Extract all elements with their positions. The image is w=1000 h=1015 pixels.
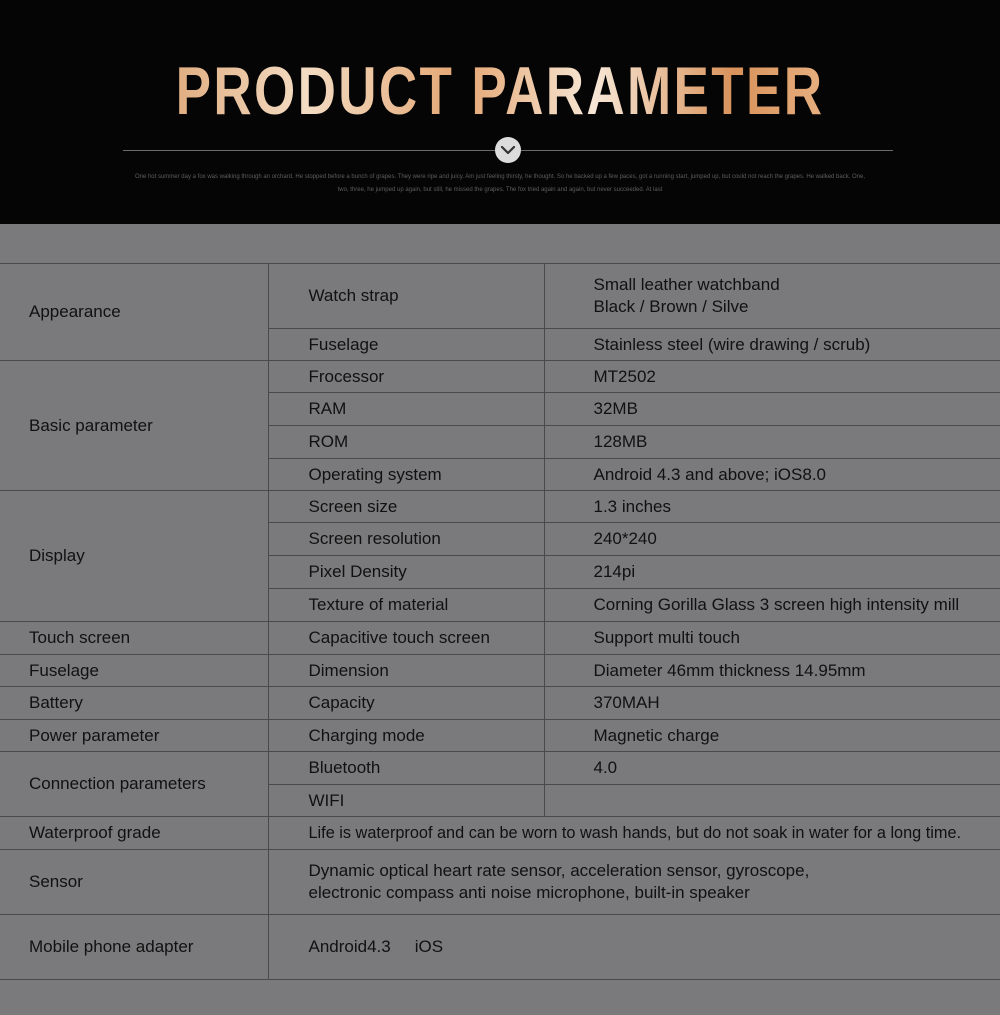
- param-value: Support multi touch: [544, 622, 1000, 655]
- param-value: 4.0: [544, 752, 1000, 785]
- param-name: Operating system: [268, 459, 544, 491]
- param-value: Stainless steel (wire drawing / scrub): [544, 329, 1000, 361]
- header-lore-text: One hot summer day a fox was walking through an orchard. He stopped before a bunch of grapes. They were ripe and juicy. Am just feeling thirsty, he thought. So he backed up a few paces, got a running start, jumped up, but could not reach the grapes. He walked back. One, two, three, he jumped up again, but still, he missed the grapes. The fox tried again and again, but never succeeded. At last: [134, 174, 866, 193]
- param-value-line: Dynamic optical heart rate sensor, acceleration sensor, gyroscope,: [308, 861, 810, 880]
- param-value-line: Black / Brown / Silve: [593, 297, 749, 316]
- category-touch: Touch screen: [0, 622, 268, 655]
- category-power: Power parameter: [0, 720, 268, 752]
- param-value: Corning Gorilla Glass 3 screen high intensity mill: [544, 589, 1000, 622]
- param-value: 214pi: [544, 556, 1000, 589]
- param-value: [268, 915, 1000, 980]
- param-value: 32MB: [544, 393, 1000, 426]
- param-name: Bluetooth: [268, 752, 544, 785]
- param-value: [544, 785, 1000, 817]
- category-fuselage: Fuselage: [0, 655, 268, 687]
- table-row: [0, 720, 1000, 752]
- param-value: Magnetic charge: [544, 720, 1000, 752]
- param-name: Capacitive touch screen: [268, 622, 544, 655]
- param-name: Fuselage: [268, 329, 544, 361]
- chevron-down-icon: [495, 137, 521, 163]
- spec-table: [0, 263, 1000, 980]
- param-name: RAM: [268, 393, 544, 426]
- adapter-android: Android4.3: [308, 937, 391, 956]
- param-name: Watch strap: [268, 264, 544, 329]
- param-name: Capacity: [268, 687, 544, 720]
- param-name: Frocessor: [268, 361, 544, 393]
- param-value: 240*240: [544, 523, 1000, 556]
- table-row: [0, 361, 1000, 393]
- category-appearance: Appearance: [0, 264, 268, 361]
- table-row: [0, 850, 1000, 915]
- param-value: 128MB: [544, 426, 1000, 459]
- table-row: [0, 491, 1000, 523]
- category-adapter: Mobile phone adapter: [0, 915, 268, 980]
- table-row: [0, 655, 1000, 687]
- param-value-line: electronic compass anti noise microphone, built-in speaker: [308, 883, 750, 902]
- table-row: [0, 752, 1000, 785]
- param-name: ROM: [268, 426, 544, 459]
- param-name: Charging mode: [268, 720, 544, 752]
- page-title: PRODUCT PARAMETER: [110, 52, 890, 130]
- param-value: Diameter 46mm thickness 14.95mm: [544, 655, 1000, 687]
- table-row: [0, 687, 1000, 720]
- param-name: Screen size: [268, 491, 544, 523]
- category-display: Display: [0, 491, 268, 622]
- category-waterproof: Waterproof grade: [0, 817, 268, 850]
- param-value: [544, 264, 1000, 329]
- param-value: 370MAH: [544, 687, 1000, 720]
- category-connection: Connection parameters: [0, 752, 268, 817]
- param-value: Life is waterproof and can be worn to wash hands, but do not soak in water for a long time.: [268, 817, 1000, 850]
- adapter-ios: iOS: [414, 937, 444, 956]
- param-value: MT2502: [544, 361, 1000, 393]
- category-battery: Battery: [0, 687, 268, 720]
- param-name: Screen resolution: [268, 523, 544, 556]
- header-banner: [0, 0, 1000, 224]
- param-value-line: Small leather watchband: [593, 275, 780, 294]
- table-row: [0, 915, 1000, 980]
- param-value: [268, 850, 1000, 915]
- category-basic: Basic parameter: [0, 361, 268, 491]
- table-row: [0, 264, 1000, 329]
- param-name: WIFI: [268, 785, 544, 817]
- table-row: [0, 622, 1000, 655]
- divider-right: [521, 150, 893, 151]
- param-value: 1.3 inches: [544, 491, 1000, 523]
- param-name: Texture of material: [268, 589, 544, 622]
- param-name: Pixel Density: [268, 556, 544, 589]
- divider-left: [123, 150, 495, 151]
- param-name: Dimension: [268, 655, 544, 687]
- table-row: [0, 817, 1000, 850]
- param-value: Android 4.3 and above; iOS8.0: [544, 459, 1000, 491]
- category-sensor: Sensor: [0, 850, 268, 915]
